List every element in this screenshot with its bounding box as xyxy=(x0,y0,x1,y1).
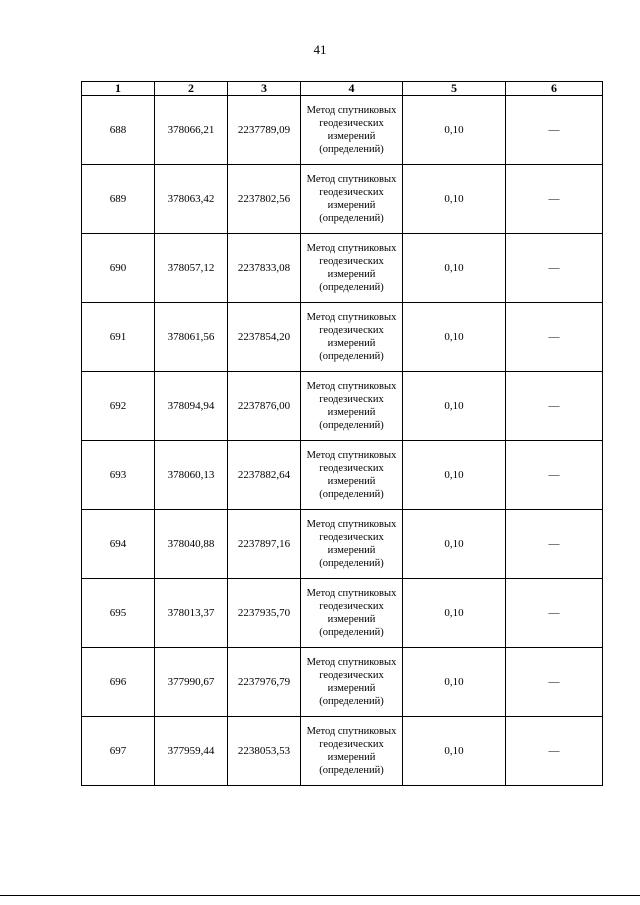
table-row xyxy=(82,372,603,441)
point-number-cell: 696 xyxy=(82,648,155,717)
accuracy-cell: 0,10 xyxy=(403,96,506,165)
header-col-1: 1 xyxy=(82,82,155,96)
header-col-3: 3 xyxy=(228,82,301,96)
y-coordinate-cell: 2237833,08 xyxy=(228,234,301,303)
table-header-row xyxy=(82,82,603,96)
y-coordinate-cell: 2237882,64 xyxy=(228,441,301,510)
note-cell: — xyxy=(506,648,603,717)
x-coordinate-cell: 378060,13 xyxy=(155,441,228,510)
accuracy-cell: 0,10 xyxy=(403,510,506,579)
accuracy-cell: 0,10 xyxy=(403,303,506,372)
table-row xyxy=(82,303,603,372)
note-cell: — xyxy=(506,165,603,234)
note-cell: — xyxy=(506,441,603,510)
point-number-cell: 690 xyxy=(82,234,155,303)
x-coordinate-cell: 377990,67 xyxy=(155,648,228,717)
y-coordinate-cell: 2237935,70 xyxy=(228,579,301,648)
page-number: 41 xyxy=(313,42,327,57)
table-row xyxy=(82,96,603,165)
y-coordinate-cell: 2237876,00 xyxy=(228,372,301,441)
method-cell: Метод спутниковых геодезических измерений (определений) xyxy=(301,96,403,165)
method-cell: Метод спутниковых геодезических измерений (определений) xyxy=(301,441,403,510)
note-cell: — xyxy=(506,303,603,372)
y-coordinate-cell: 2237976,79 xyxy=(228,648,301,717)
point-number-cell: 689 xyxy=(82,165,155,234)
note-cell: — xyxy=(506,510,603,579)
point-number-cell: 697 xyxy=(82,717,155,786)
header-col-2: 2 xyxy=(155,82,228,96)
point-number-cell: 695 xyxy=(82,579,155,648)
header-col-4: 4 xyxy=(301,82,403,96)
y-coordinate-cell: 2237854,20 xyxy=(228,303,301,372)
table-row xyxy=(82,717,603,786)
header-col-6: 6 xyxy=(506,82,603,96)
accuracy-cell: 0,10 xyxy=(403,372,506,441)
accuracy-cell: 0,10 xyxy=(403,165,506,234)
point-number-cell: 694 xyxy=(82,510,155,579)
y-coordinate-cell: 2237789,09 xyxy=(228,96,301,165)
y-coordinate-cell: 2237802,56 xyxy=(228,165,301,234)
x-coordinate-cell: 378057,12 xyxy=(155,234,228,303)
point-number-cell: 688 xyxy=(82,96,155,165)
y-coordinate-cell: 2237897,16 xyxy=(228,510,301,579)
x-coordinate-cell: 378013,37 xyxy=(155,579,228,648)
accuracy-cell: 0,10 xyxy=(403,579,506,648)
page-bottom-border xyxy=(0,895,640,896)
accuracy-cell: 0,10 xyxy=(403,441,506,510)
method-cell: Метод спутниковых геодезических измерений (определений) xyxy=(301,648,403,717)
note-cell: — xyxy=(506,234,603,303)
method-cell: Метод спутниковых геодезических измерений (определений) xyxy=(301,579,403,648)
x-coordinate-cell: 378061,56 xyxy=(155,303,228,372)
accuracy-cell: 0,10 xyxy=(403,234,506,303)
y-coordinate-cell: 2238053,53 xyxy=(228,717,301,786)
header-col-5: 5 xyxy=(403,82,506,96)
table-body xyxy=(82,96,603,786)
table-row xyxy=(82,165,603,234)
accuracy-cell: 0,10 xyxy=(403,648,506,717)
table-row xyxy=(82,579,603,648)
method-cell: Метод спутниковых геодезических измерений (определений) xyxy=(301,234,403,303)
x-coordinate-cell: 378040,88 xyxy=(155,510,228,579)
coordinates-table xyxy=(81,81,603,786)
table-row xyxy=(82,234,603,303)
method-cell: Метод спутниковых геодезических измерений (определений) xyxy=(301,510,403,579)
point-number-cell: 693 xyxy=(82,441,155,510)
table-row xyxy=(82,510,603,579)
method-cell: Метод спутниковых геодезических измерений (определений) xyxy=(301,165,403,234)
x-coordinate-cell: 377959,44 xyxy=(155,717,228,786)
method-cell: Метод спутниковых геодезических измерений (определений) xyxy=(301,303,403,372)
table-row xyxy=(82,441,603,510)
point-number-cell: 692 xyxy=(82,372,155,441)
x-coordinate-cell: 378063,42 xyxy=(155,165,228,234)
note-cell: — xyxy=(506,372,603,441)
note-cell: — xyxy=(506,717,603,786)
x-coordinate-cell: 378066,21 xyxy=(155,96,228,165)
table-row xyxy=(82,648,603,717)
method-cell: Метод спутниковых геодезических измерений (определений) xyxy=(301,372,403,441)
note-cell: — xyxy=(506,579,603,648)
note-cell: — xyxy=(506,96,603,165)
accuracy-cell: 0,10 xyxy=(403,717,506,786)
point-number-cell: 691 xyxy=(82,303,155,372)
method-cell: Метод спутниковых геодезических измерений (определений) xyxy=(301,717,403,786)
x-coordinate-cell: 378094,94 xyxy=(155,372,228,441)
